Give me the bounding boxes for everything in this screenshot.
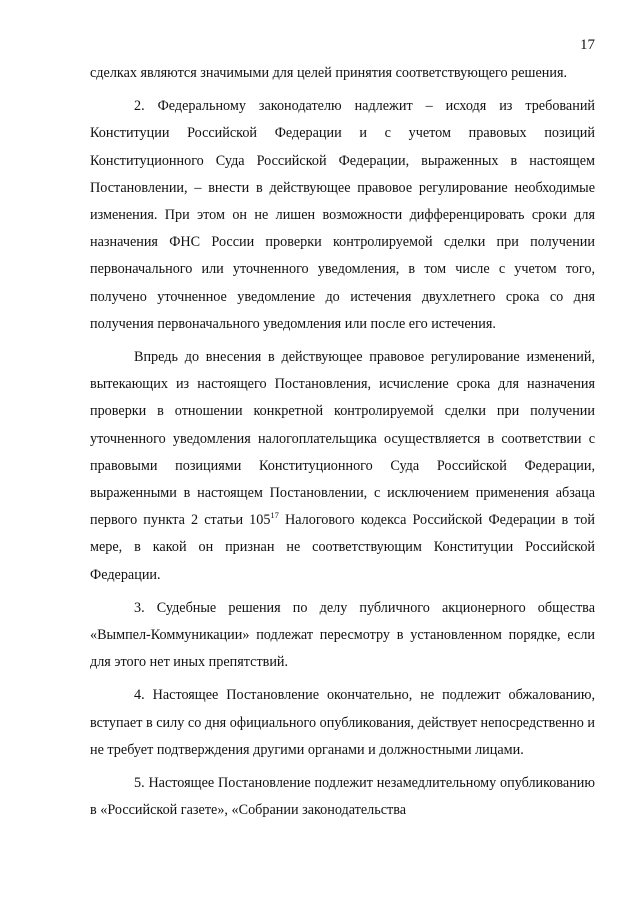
interim-rule-text-before: Впредь до внесения в действующее правовое регулирование изменений, вытекающих из настоящего Постановления, исчисление срока для назначения проверки в отношении конкретной контролируемой сделки при получении уточненного уведомления налогоплательщика осуществляется в соответствии с правовыми позициями Конституционного Суда Российской Федерации, выраженными в настоящем Постановлении, с исключением применения абзаца первого пункта 2 статьи 105 xyxy=(90,349,595,529)
page-number: 17 xyxy=(580,37,595,53)
paragraph-item-5: 5. Настоящее Постановление подлежит незамедлительному опубликованию в «Российской газете», «Собрании законодательства xyxy=(90,775,595,819)
paragraph-item-4: 4. Настоящее Постановление окончательно, не подлежит обжалованию, вступает в силу со дня официального опубликования, действует непосредственно и не требует подтверждения другими органами и должностными лицами. xyxy=(90,687,595,758)
interim-rule-text-after: Налогового кодекса Российской Федерации в той мере, в какой он признан не соответствующим Конституции Российской Федерации. xyxy=(90,512,595,583)
paragraph-interim-rule xyxy=(90,344,595,589)
article-superscript: 17 xyxy=(270,510,279,521)
document-body xyxy=(90,60,595,830)
paragraph-item-3: 3. Судебные решения по делу публичного акционерного общества «Вымпел-Коммуникации» подлежат пересмотру в установленном порядке, если для этого нет иных препятствий. xyxy=(90,599,595,671)
paragraph-item-2: 2. Федеральному законодателю надлежит – исходя из требований Конституции Российской Федерации и с учетом правовых позиций Конституционного Суда Российской Федерации, выраженных в настоящем Постановлении, – внести в действующее правовое регулирование необходимые изменения. При этом он не лишен возможности дифференцировать сроки для назначения ФНС России проверки контролируемой сделки при получении первоначального или уточненного уведомления, в том числе с учетом того, получено уточненное уведомление до истечения двухлетнего срока со дня получения первоначального уведомления или после его истечения. xyxy=(90,98,595,332)
paragraph-continuation: сделках являются значимыми для целей принятия соответствующего решения. xyxy=(90,65,568,81)
